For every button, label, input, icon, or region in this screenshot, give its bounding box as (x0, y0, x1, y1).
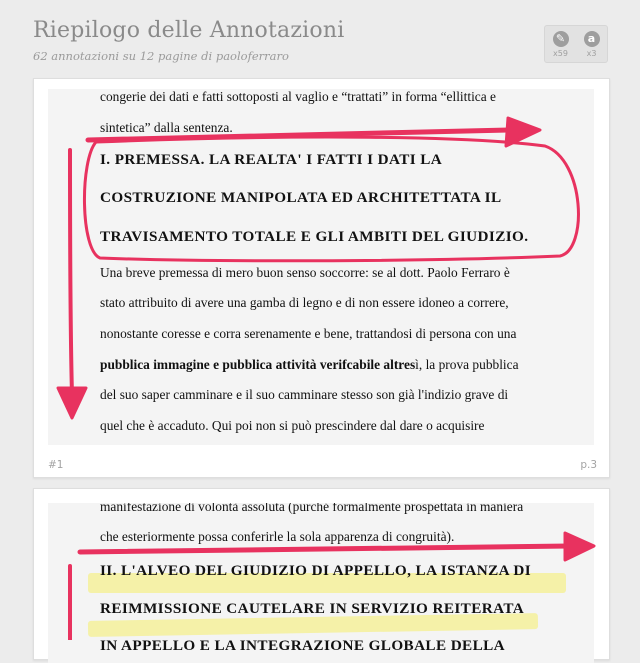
page-snippet[interactable] (48, 89, 594, 445)
section-heading: TRAVISAMENTO TOTALE E GLI AMBITI DEL GIUDIZIO. (100, 228, 529, 245)
text-line: manifestazione di volontà assoluta (purché formalmente prospettata in maniera (100, 503, 524, 514)
section-heading: COSTRUZIONE MANIPOLATA ED ARCHITETTATA IL (100, 189, 502, 206)
annotation-card[interactable] (33, 78, 610, 478)
annotation-number: #1 (48, 459, 64, 471)
bold-text: pubblica immagine e pubblica attività verifcabile altres (100, 357, 416, 372)
section-heading: REIMMISSIONE CAUTELARE IN SERVIZIO REITERATA (100, 600, 525, 617)
section-heading: I. PREMESSA. LA REALTA' I FATTI I DATI LA (100, 151, 443, 168)
annotation-counters (544, 25, 608, 63)
section-heading: IN APPELLO E LA INTEGRAZIONE GLOBALE DELLA (100, 637, 506, 654)
text-line: sintetica” dalla sentenza. (100, 120, 233, 135)
page-number[interactable]: p.3 (580, 459, 597, 471)
page-snippet[interactable] (48, 503, 594, 663)
text-line: congerie dei dati e fatti sottoposti al vaglio e “trattati” in forma “ellittica e (100, 89, 496, 104)
page-subtitle: 62 annotazioni su 12 pagine di paoloferraro (33, 49, 289, 63)
text-line: nonostante coresse e corra serenamente e bene, trattandosi di persona con una (100, 326, 517, 341)
pencil-icon: ✎ (553, 31, 569, 47)
text-annotation-icon: a (584, 31, 600, 47)
text-line: che esteriormente possa conferirle la sola apparenza di congruità). (100, 529, 455, 544)
annotation-card[interactable] (33, 488, 610, 660)
text-run: ì, la prova pubblica (415, 357, 519, 372)
section-heading: II. L'ALVEO DEL GIUDIZIO DI APPELLO, LA ISTANZA DI (100, 562, 532, 579)
text-line: stato attribuito di avere una gamba di legno e di non essere idoneo a correre, (100, 295, 509, 310)
text-line: del suo saper camminare e il suo camminare stesso son già l'indizio grave di (100, 387, 509, 402)
text-annotation-count: x3 (586, 48, 597, 58)
pencil-count: x59 (553, 48, 568, 58)
page-title: Riepilogo delle Annotazioni (33, 18, 345, 43)
text-annotation-counter[interactable] (584, 31, 600, 58)
summary-header (33, 18, 608, 68)
pencil-counter[interactable] (553, 31, 569, 58)
text-line: Una breve premessa di mero buon senso soccorre: se al dott. Paolo Ferraro è (100, 265, 510, 280)
text-line: quel che è accaduto. Qui poi non si può prescindere dal dare o acquisire (100, 418, 485, 433)
text-line (100, 357, 519, 373)
